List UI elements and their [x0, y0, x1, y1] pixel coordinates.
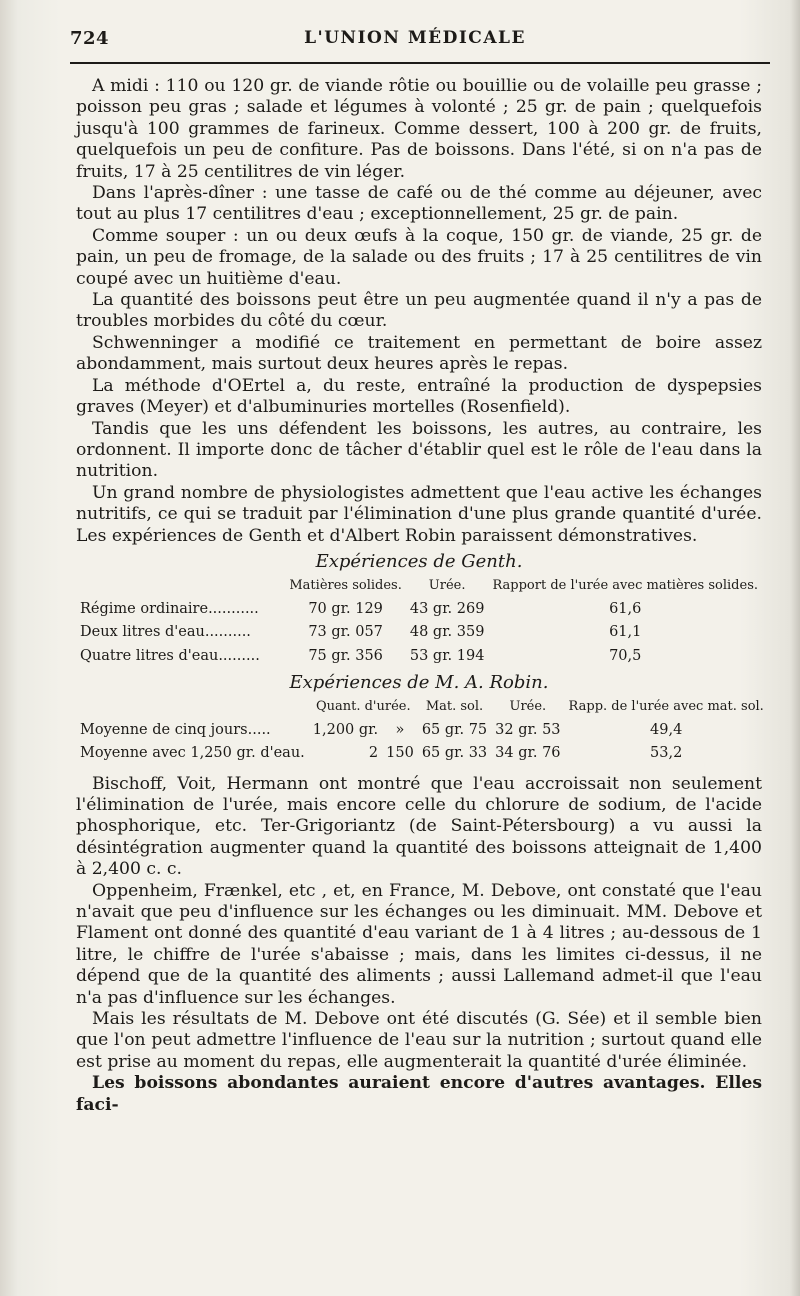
spacer [76, 766, 762, 774]
robin-table [76, 695, 768, 765]
column-header: Urée. [509, 699, 547, 715]
table-cell: 70,5 [609, 647, 642, 664]
row-label: Régime ordinaire........... [80, 600, 259, 617]
table-cell: 53,2 [650, 745, 683, 762]
table-cell: 73 gr. 057 [308, 624, 383, 641]
row-label: Quatre litres d'eau......... [80, 647, 260, 664]
table-cell: 150 [386, 745, 414, 762]
table-cell: 75 gr. 356 [308, 647, 383, 664]
table-cell: 48 gr. 359 [409, 624, 485, 641]
table-cell: 53 gr. 194 [409, 647, 485, 664]
paragraph: Bischoff, Voit, Hermann ont montré que l'eau accroissait non seulement l'élimination de l'urée, mais encore celle du chlorure de sodium, de l'acide phosphorique, etc. Ter-Grigoriantz (de Saint-Pétersbourg) a vu aussi la désintégration augmenter quand la quantité des boissons atteignait de 1,400 à 2,400 c. c. [76, 773, 762, 880]
genth-table [76, 574, 762, 668]
table-cell: 65 gr. 33 [421, 745, 488, 762]
header-rule [70, 62, 770, 64]
genth-title: Expériences de Genth. [315, 550, 523, 572]
table-header-row [76, 574, 762, 597]
page-header [70, 28, 760, 58]
row-label: Deux litres d'eau.......... [80, 624, 251, 641]
paragraph: Mais les résultats de M. Debove ont été discutés (G. Sée) et il semble bien que l'on peut admettre l'influence de l'eau sur la nutrition ; surtout quand elle est prise au moment du repas, elle augmenterait la quantité d'urée éliminée. [76, 1009, 762, 1072]
paragraph: Un grand nombre de physiologistes admettent que l'eau active les échanges nutritifs, ce qui se traduit par l'élimination d'une plus grande quantité d'urée. Les expériences de Genth et d'Albert Robin paraissent démonstratives. [76, 482, 762, 546]
table-row [76, 742, 768, 765]
robin-title: Expériences de M. A. Robin. [289, 671, 549, 693]
table-row [76, 645, 762, 668]
table-cell: 61,1 [609, 624, 642, 641]
table-cell: 34 gr. 76 [495, 745, 561, 762]
paragraph: Tandis que les uns défendent les boissons, les autres, au contraire, les ordonnent. Il importe donc de tâcher d'établir quel est le rôle de l'eau dans la nutrition. [76, 418, 762, 482]
table-cell: 49,4 [650, 721, 683, 738]
row-label: Moyenne de cinq jours..... [80, 721, 271, 738]
paragraph: Oppenheim, Frænkel, etc , et, en France, M. Debove, ont constaté que l'eau n'avait que peu d'influence sur les échanges ou les diminuait. MM. Debove et Flament ont donné des quantité d'eau variant de 1 à 4 litres ; au-dessous de 1 litre, le chiffre de l'urée s'abaisse ; mais, dans les limites ci-dessus, il ne dépend que de la quantité des aliments ; aussi Lallemand admet-il que l'eau n'a pas d'influence sur les échanges. [76, 880, 762, 1008]
genth-experiments [76, 551, 762, 668]
paragraph: Dans l'après-dîner : une tasse de café ou de thé comme au déjeuner, avec tout au plus 17 centilitres d'eau ; exceptionnellement, 25 gr. de pain. [76, 183, 762, 225]
paragraph: La quantité des boissons peut être un peu augmentée quand il n'y a pas de troubles morbides du côté du cœur. [76, 290, 762, 332]
robin-experiments [76, 672, 762, 766]
column-header: Rapp. de l'urée avec mat. sol. [568, 699, 764, 715]
table-cell: 1,200 gr. [312, 721, 379, 738]
paragraph: La méthode d'OErtel a, du reste, entraîné la production de dyspepsies graves (Meyer) et d'albuminuries mortelles (Rosenfield). [76, 375, 762, 418]
table-cell: » [395, 721, 405, 738]
column-header: Matières solides. [289, 578, 402, 594]
table-row [76, 621, 762, 644]
page-number: 724 [70, 28, 110, 49]
table-header-row [76, 695, 768, 718]
row-label: Moyenne avec 1,250 gr. d'eau. [80, 745, 305, 762]
running-title: L'UNION MÉDICALE [304, 28, 526, 48]
body-text [76, 76, 762, 1116]
table-row [76, 719, 768, 742]
table-cell: 2 [368, 745, 379, 762]
paragraph: A midi : 110 ou 120 gr. de viande rôtie ou bouillie ou de volaille peu grasse ; poisson peu gras ; salade et légumes à volonté ; 25 gr. de pain ; quelquefois jusqu'à 100 grammes de farineux. Comme dessert, 100 à 200 gr. de fruits, quelquefois un peu de confiture. Pas de boissons. Dans l'été, si on n'a pas de fruits, 17 à 25 centilitres de vin léger. [76, 76, 762, 182]
table-row [76, 598, 762, 621]
table-cell: 70 gr. 129 [308, 600, 383, 617]
paragraph: Comme souper : un ou deux œufs à la coque, 150 gr. de viande, 25 gr. de pain, un peu de fromage, de la salade ou des fruits ; 17 à 25 centilitres de vin coupé avec un huitième d'eau. [76, 225, 762, 289]
column-header: Quant. d'urée. [315, 699, 411, 715]
column-header: Rapport de l'urée avec matières solides. [492, 578, 758, 594]
table-cell: 65 gr. 75 [421, 721, 488, 738]
column-header: Mat. sol. [425, 699, 484, 715]
table-cell: 32 gr. 53 [495, 721, 561, 738]
table-cell: 61,6 [609, 600, 642, 617]
table-cell: 43 gr. 269 [409, 600, 485, 617]
paragraph: Schwenninger a modifié ce traitement en permettant de boire assez abondamment, mais surtout deux heures après le repas. [76, 332, 762, 375]
column-header: Urée. [428, 578, 466, 594]
paragraph: Les boissons abondantes auraient encore d'autres avantages. Elles faci- [76, 1073, 762, 1115]
